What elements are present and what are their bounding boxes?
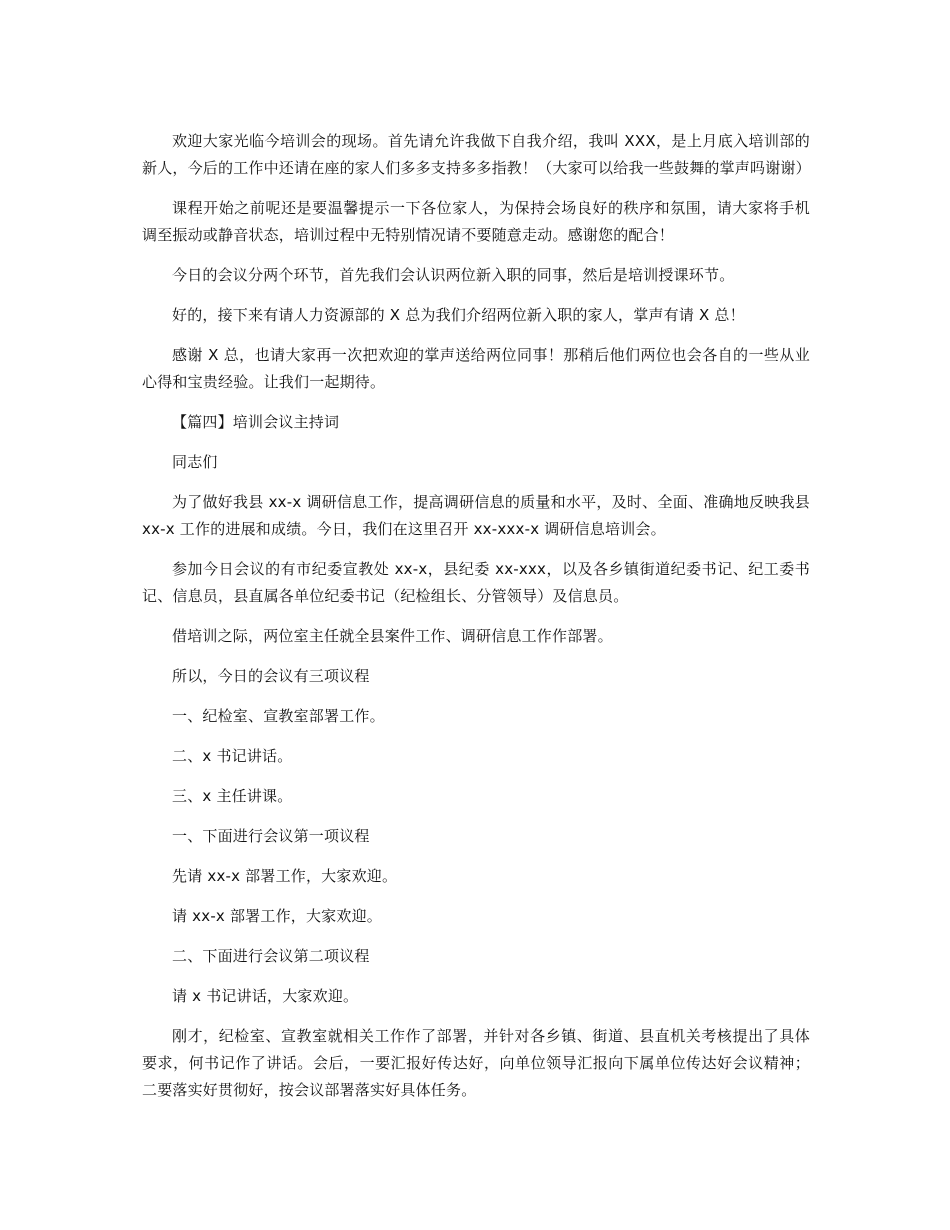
paragraph-salutation: 同志们 <box>172 453 218 471</box>
paragraph-purpose: 为了做好我县 xx-x 调研信息工作，提高调研信息的质量和水平，及时、全面、准确地反映我县 xx-x 工作的进展和成绩。今日，我们在这里召开 xx-xxx-x 调研信息培训会。 <box>142 493 810 538</box>
section-heading: 【篇四】培训会议主持词 <box>172 413 340 431</box>
paragraph-deployment: 借培训之际，两位室主任就全县案件工作、调研信息工作作部署。 <box>172 627 613 645</box>
paragraph-attendees: 参加今日会议的有市纪委宣教处 xx-x，县纪委 xx-xxx，以及各乡镇街道纪委书记、纪工委书记、信息员，县直属各单位纪委书记（纪检组长、分管领导）及信息员。 <box>142 560 810 605</box>
paragraph-second-item: 二、下面进行会议第二项议程 <box>172 947 370 965</box>
agenda-item-3: 三、x 主任讲课。 <box>172 787 293 805</box>
paragraph-hr-introduction: 好的，接下来有请人力资源部的 X 总为我们介绍两位新入职的家人，掌声有请 X 总！ <box>172 306 745 324</box>
paragraph-thanks: 感谢 X 总，也请大家再一次把欢迎的掌声送给两位同事！那稍后他们两位也会各自的一些从业心得和宝贵经验。让我们一起期待。 <box>142 346 810 391</box>
paragraph-invite-2: 请 xx-x 部署工作，大家欢迎。 <box>172 907 382 925</box>
paragraph-invite-secretary: 请 x 书记讲话，大家欢迎。 <box>172 987 359 1005</box>
paragraph-invite-1: 先请 xx-x 部署工作，大家欢迎。 <box>172 867 398 885</box>
agenda-item-1: 一、纪检室、宣教室部署工作。 <box>172 707 385 725</box>
paragraph-welcome: 欢迎大家光临今培训会的现场。首先请允许我做下自我介绍，我叫 XXX，是上月底入培训部的新人，今后的工作中还请在座的家人们多多支持多多指教！（大家可以给我一些鼓舞的掌声吗谢谢） <box>142 132 811 177</box>
paragraph-agenda-intro: 今日的会议分两个环节，首先我们会认识两位新入职的同事，然后是培训授课环节。 <box>172 266 735 284</box>
paragraph-agenda-count: 所以，今日的会议有三项议程 <box>172 667 370 685</box>
paragraph-reminder: 课程开始之前呢还是要温馨提示一下各位家人，为保持会场良好的秩序和氛围，请大家将手机调至振动或静音状态，培训过程中无特别情况请不要随意走动。感谢您的配合！ <box>142 199 810 244</box>
paragraph-first-item: 一、下面进行会议第一项议程 <box>172 827 370 845</box>
paragraph-summary: 刚才，纪检室、宣教室就相关工作作了部署，并针对各乡镇、街道、县直机关考核提出了具体要求，何书记作了讲话。会后，一要汇报好传达好，向单位领导汇报向下属单位传达好会议精神；二要落实好贯彻好，按会议部署落实好具体任务。 <box>142 1027 810 1099</box>
document-body <box>142 128 810 1104</box>
agenda-item-2: 二、x 书记讲话。 <box>172 747 293 765</box>
